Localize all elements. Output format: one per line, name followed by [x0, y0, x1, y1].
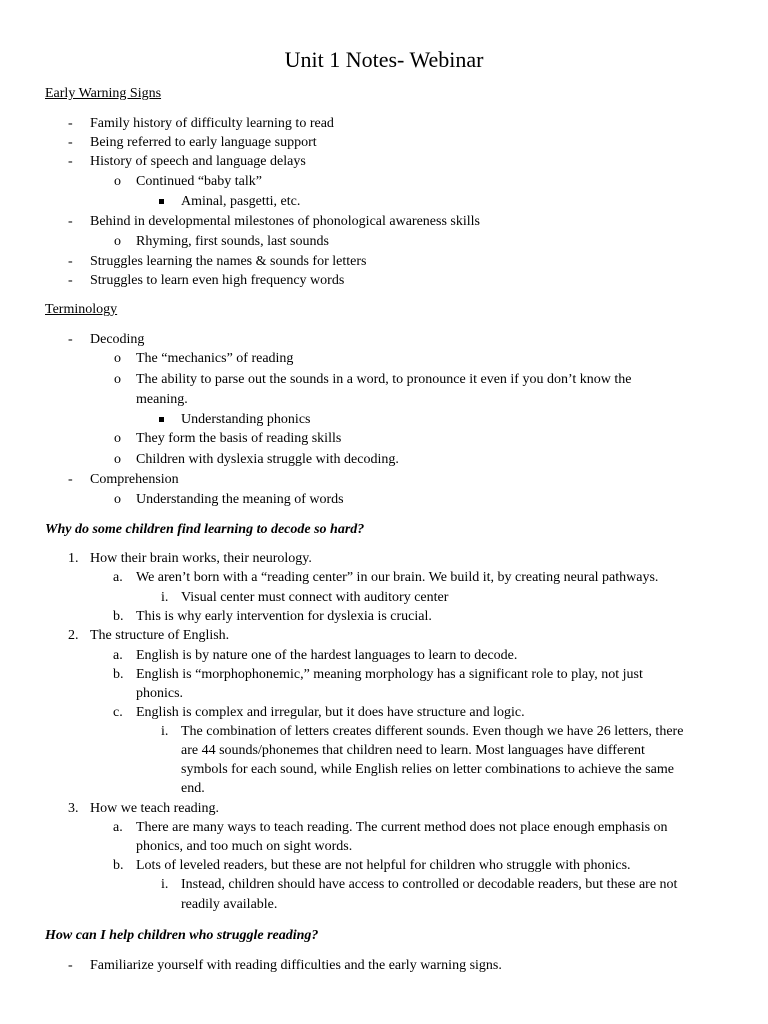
heading-how-can-i-help: How can I help children who struggle reading?: [45, 928, 319, 943]
list-item: i. Instead, children should have access to controlled or decodable readers, but these are not: [0, 875, 768, 895]
list-item: o Children with dyslexia struggle with decoding.: [0, 450, 768, 470]
dash-marker: -: [68, 154, 73, 169]
list-item-continuation: phonics.: [136, 686, 184, 701]
list-why-decode-hard: [0, 549, 768, 914]
list-item: 1. How their brain works, their neurology.: [0, 549, 768, 568]
roman-marker: i.: [161, 724, 169, 739]
list-item: - Struggles learning the names & sounds for letters: [0, 252, 768, 271]
list-item: Understanding phonics: [0, 410, 768, 429]
circle-marker: o: [114, 234, 121, 249]
list-terminology: [0, 330, 768, 510]
letter-marker: a.: [113, 570, 123, 585]
dash-marker: -: [68, 332, 73, 347]
circle-marker: o: [114, 351, 121, 366]
dash-marker: -: [68, 116, 73, 131]
circle-marker: o: [114, 174, 121, 189]
letter-marker: b.: [113, 667, 124, 682]
dash-marker: -: [68, 214, 73, 229]
roman-marker: i.: [161, 877, 169, 892]
list-item-continuation: are 44 sounds/phonemes that children need to learn. Most languages have different: [181, 743, 645, 758]
list-item: - Familiarize yourself with reading difficulties and the early warning signs.: [0, 956, 768, 975]
list-item-continuation: symbols for each sound, while English relies on letter combinations to achieve the same: [181, 762, 674, 777]
list-item: c. English is complex and irregular, but it does have structure and logic.: [0, 703, 768, 722]
dash-marker: -: [68, 135, 73, 150]
list-item: a. We aren’t born with a “reading center” in our brain. We build it, by creating neural pathways.: [0, 568, 768, 588]
list-item: - Being referred to early language support: [0, 133, 768, 152]
heading-why-decode-hard: Why do some children find learning to decode so hard?: [45, 522, 365, 537]
list-item-continuation: meaning.: [136, 392, 188, 407]
number-marker: 2.: [68, 628, 79, 643]
list-item: b. This is why early intervention for dyslexia is crucial.: [0, 607, 768, 626]
circle-marker: o: [114, 372, 121, 387]
list-item: - History of speech and language delays: [0, 152, 768, 172]
page-title: Unit 1 Notes- Webinar: [284, 47, 484, 72]
letter-marker: b.: [113, 609, 124, 624]
number-marker: 1.: [68, 551, 79, 566]
list-item: b. Lots of leveled readers, but these are not helpful for children who struggle with phonics.: [0, 856, 768, 875]
circle-marker: o: [114, 492, 121, 507]
circle-marker: o: [114, 431, 121, 446]
letter-marker: b.: [113, 858, 124, 873]
list-item-continuation: phonics, and too much on sight words.: [136, 839, 353, 854]
letter-marker: c.: [113, 705, 123, 720]
letter-marker: a.: [113, 820, 123, 835]
list-item: 2. The structure of English.: [0, 626, 768, 646]
dash-marker: -: [68, 958, 73, 973]
list-item: - Decoding: [0, 330, 768, 349]
list-item: a. There are many ways to teach reading. The current method does not place enough emphasis on: [0, 818, 768, 837]
heading-terminology: Terminology: [45, 302, 118, 317]
circle-marker: o: [114, 452, 121, 467]
list-item: i. The combination of letters creates different sounds. Even though we have 26 letters, there: [0, 722, 768, 741]
letter-marker: a.: [113, 648, 123, 663]
list-item: - Comprehension: [0, 470, 768, 490]
list-item: a. English is by nature one of the hardest languages to learn to decode.: [0, 646, 768, 665]
list-item: o The ability to parse out the sounds in a word, to pronounce it even if you don’t know the: [0, 370, 768, 390]
list-item: o The “mechanics” of reading: [0, 349, 768, 370]
list-item: o Rhyming, first sounds, last sounds: [0, 232, 768, 252]
list-item: Aminal, pasgetti, etc.: [0, 192, 768, 212]
dash-marker: -: [68, 254, 73, 269]
list-item: - Family history of difficulty learning to read: [0, 114, 768, 133]
roman-marker: i.: [161, 590, 169, 605]
dash-marker: -: [68, 472, 73, 487]
square-bullet-icon: [159, 410, 164, 430]
list-item: o Continued “baby talk”: [0, 172, 768, 192]
list-item: 3. How we teach reading.: [0, 799, 768, 818]
list-item-continuation: end.: [181, 781, 205, 796]
list-item: b. English is “morphophonemic,” meaning morphology has a significant role to play, not just: [0, 665, 768, 684]
dash-marker: -: [68, 273, 73, 288]
list-item-continuation: readily available.: [181, 897, 278, 912]
number-marker: 3.: [68, 801, 79, 816]
list-item: o They form the basis of reading skills: [0, 429, 768, 450]
list-item: i. Visual center must connect with auditory center: [0, 588, 768, 607]
square-bullet-icon: [159, 192, 164, 212]
heading-early-warning-signs: Early Warning Signs: [45, 86, 162, 101]
list-item: - Behind in developmental milestones of phonological awareness skills: [0, 212, 768, 232]
list-early-warning-signs: [0, 114, 768, 290]
list-how-can-i-help: [0, 956, 768, 975]
list-item: o Understanding the meaning of words: [0, 490, 768, 510]
list-item: - Struggles to learn even high frequency words: [0, 271, 768, 290]
